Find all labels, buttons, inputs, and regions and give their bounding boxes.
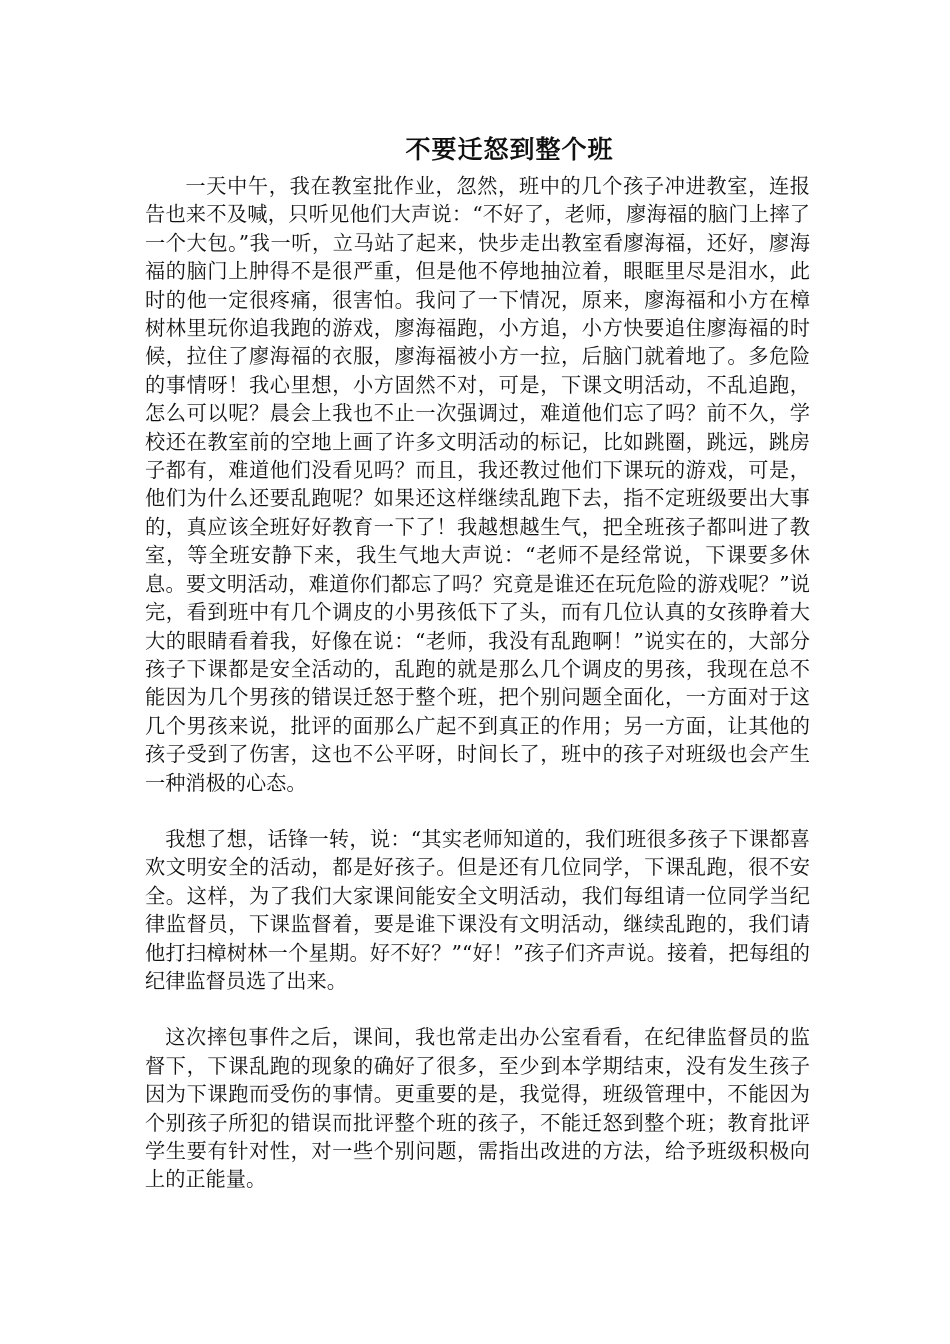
- document-title: 不要迁怒到整个班: [405, 135, 614, 164]
- document-body: [145, 172, 810, 1194]
- paragraph-2: 我想了想，话锋一转，说：“其实老师知道的，我们班很多孩子下课都喜欢文明安全的活动，都是好孩子。但是还有几位同学，下课乱跑，很不安全。这样，为了我们大家课间能安全文明活动，我们每组请一位同学当纪律监督员，下课监督着，要是谁下课没有文明活动，继续乱跑的，我们请他打扫樟树林一个星期。好不好？”“好！”孩子们齐声说。接着，把每组的纪律监督员选了出来。: [145, 826, 810, 993]
- paragraph-3: 这次摔包事件之后，课间，我也常走出办公室看看，在纪律监督员的监督下，下课乱跑的现象的确好了很多，至少到本学期结束，没有发生孩子因为下课跑而受伤的事情。更重要的是，我觉得，班级管理中，不能因为个别孩子所犯的错误而批评整个班的孩子，不能迁怒到整个班；教育批评学生要有针对性，对一些个别问题，需指出改进的方法，给予班级积极向上的正能量。: [145, 1025, 810, 1192]
- paragraph-1: 一天中午，我在教室批作业，忽然，班中的几个孩子冲进教室，连报告也来不及喊，只听见他们大声说：“不好了，老师，廖海福的脑门上摔了一个大包。”我一听，立马站了起来，快步走出教室看廖海福，还好，廖海福的脑门上肿得不是很严重，但是他不停地抽泣着，眼眶里尽是泪水，此时的他一定很疼痛，很害怕。我问了一下情况，原来，廖海福和小方在樟树林里玩你追我跑的游戏，廖海福跑，小方追，小方快要追住廖海福的时候，拉住了廖海福的衣服，廖海福被小方一拉，后脑门就着地了。多危险的事情呀！我心里想，小方固然不对，可是，下课文明活动，不乱追跑，怎么可以呢？晨会上我也不止一次强调过，难道他们忘了吗？前不久，学校还在教室前的空地上画了许多文明活动的标记，比如跳圈，跳远，跳房子都有，难道他们没看见吗？而且，我还教过他们下课玩的游戏，可是，他们为什么还要乱跑呢？如果还这样继续乱跑下去，指不定班级要出大事的，真应该全班好好教育一下了！我越想越生气，把全班孩子都叫进了教室，等全班安静下来，我生气地大声说：“老师不是经常说，下课要多休息。要文明活动，难道你们都忘了吗？究竟是谁还在玩危险的游戏呢？”说完，看到班中有几个调皮的小男孩低下了头，而有几位认真的女孩睁着大大的眼睛看着我，好像在说：“老师，我没有乱跑啊！”说实在的，大部分孩子下课都是安全活动的，乱跑的就是那么几个调皮的男孩，我现在总不能因为几个男孩的错误迁怒于整个班，把个别问题全面化，一方面对于这几个男孩来说，批评的面那么广起不到真正的作用；另一方面，让其他的孩子受到了伤害，这也不公平呀，时间长了，班中的孩子对班级也会产生一种消极的心态。: [145, 174, 810, 795]
